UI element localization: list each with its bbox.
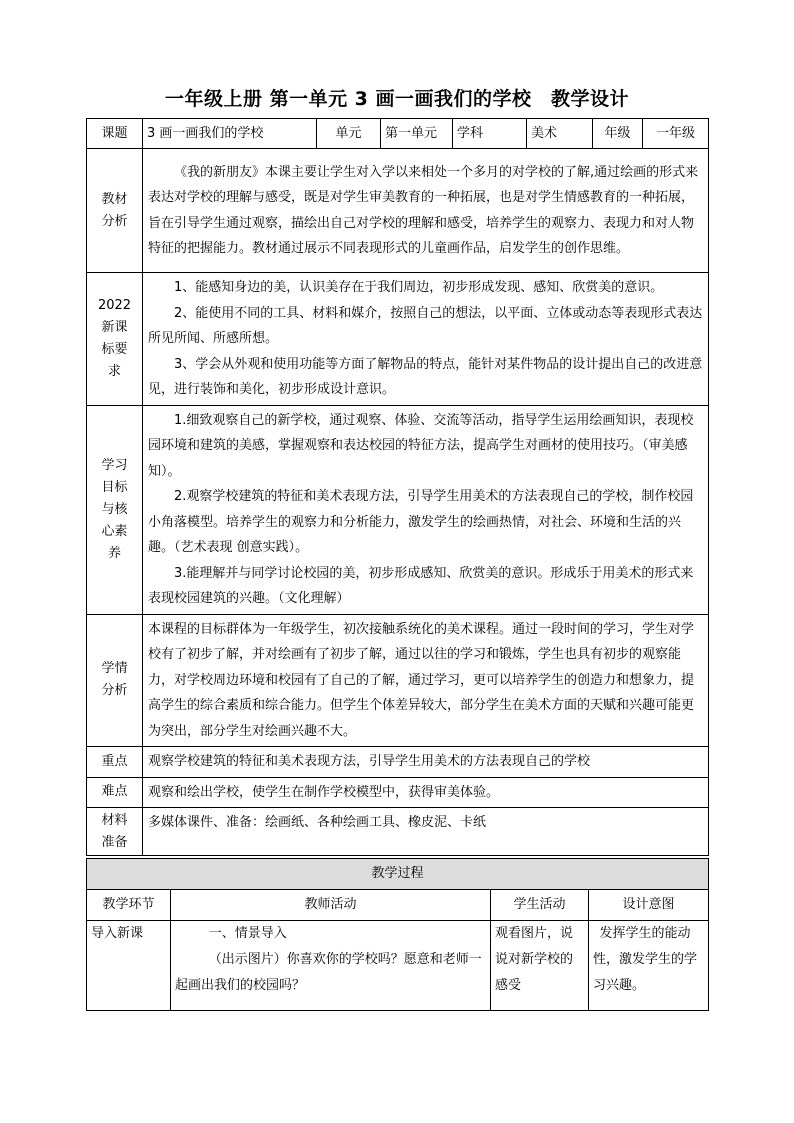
standard-label: 2022 新课 标要 求	[87, 273, 143, 406]
teaching-process-table	[86, 858, 709, 1011]
materials-text: 多媒体课件、准备：绘画纸、各种绘画工具、橡皮泥、卡纸	[143, 808, 709, 856]
objective-item-1: 1.细致观察自己的新学校，通过观察、体验、交流等活动，指导学生运用绘画知识，表现校园环境和建筑的美感，掌握观察和表达校园的特征方法，提高学生对画材的使用技巧。（审美感知）。	[148, 412, 694, 479]
col-stage: 教学环节	[87, 890, 171, 921]
difficult-text: 观察和绘出学校，使学生在制作学校模型中，获得审美体验。	[143, 777, 709, 808]
standard-item-1: 1、能感知身边的美，认识美存在于我们周边，初步形成发现、感知、欣赏美的意识。	[174, 280, 664, 295]
learners-label: 学情 分析	[87, 614, 143, 747]
topic-value: 3 画一画我们的学校	[143, 119, 317, 149]
teacher-cell	[171, 921, 491, 1011]
key-text: 观察学校建筑的特征和美术表现方法，引导学生用美术的方法表现自己的学校	[143, 747, 709, 778]
difficult-label: 难点	[87, 777, 143, 808]
lesson-info-table	[86, 118, 709, 856]
objective-item-3: 3.能理解并与同学讨论校园的美，初步形成感知、欣赏美的意识。形成乐于用美术的形式来表现校园建筑的兴趣。（文化理解）	[148, 565, 694, 606]
standard-item-3: 3、学会从外观和使用功能等方面了解物品的特点，能针对某件物品的设计提出自己的改进意见，进行装饰和美化，初步形成设计意识。	[148, 356, 703, 397]
col-intent: 设计意图	[589, 890, 709, 921]
material-row	[87, 149, 709, 273]
label-grade: 年级	[593, 119, 643, 149]
learners-text: 本课程的目标群体为一年级学生，初次接触系统化的美术课程。通过一段时间的学习，学生对学校有了初步了解，并对绘画有了初步了解，通过以往的学习和锻炼，学生也具有初步的观察能力，对学校周边环境和校园有了自己的了解，通过学习，更可以培养学生的创造力和想象力，提高学生的综合素质和综合能力。但学生个体差异较大，部分学生在美术方面的天赋和兴趣可能更为突出，部分学生对绘画兴趣不大。	[143, 614, 709, 747]
key-row	[87, 747, 709, 778]
unit-value: 第一单元	[381, 119, 453, 149]
subject-value: 美术	[527, 119, 593, 149]
table-row	[87, 921, 709, 1011]
document-title: 一年级上册 第一单元 3 画一画我们的学校 教学设计	[164, 88, 630, 110]
difficult-row	[87, 777, 709, 808]
grade-value: 一年级	[643, 119, 709, 149]
materials-label: 材料 准备	[87, 808, 143, 856]
process-title: 教学过程	[87, 859, 709, 890]
objectives-row	[87, 405, 709, 614]
col-teacher: 教师活动	[171, 890, 491, 921]
process-title-row	[87, 859, 709, 890]
header-row	[87, 119, 709, 149]
standard-row	[87, 273, 709, 406]
learners-row	[87, 614, 709, 747]
materials-row	[87, 808, 709, 856]
label-unit: 单元	[317, 119, 381, 149]
teacher-text: （出示图片）你喜欢你的学校吗？愿意和老师一起画出我们的校园吗？	[175, 952, 482, 993]
objective-item-2: 2.观察学校建筑的特征和美术表现方法，引导学生用美术的方法表现自己的学校，制作校园小角落模型。培养学生的观察力和分析能力，激发学生的绘画热情，对社会、环境和生活的兴趣。（艺术表现 创意实践）。	[148, 489, 694, 555]
stage-cell: 导入新课	[87, 921, 171, 1011]
material-label: 教材 分析	[87, 149, 143, 273]
standard-text	[143, 273, 709, 406]
intent-cell: 发挥学生的能动性，激发学生的学习兴趣。	[589, 921, 709, 1011]
col-student: 学生活动	[491, 890, 589, 921]
process-column-headers	[87, 890, 709, 921]
label-subject: 学科	[453, 119, 527, 149]
student-cell: 观看图片，说说对新学校的感受	[491, 921, 589, 1011]
standard-item-2: 2、能使用不同的工具、材料和媒介，按照自己的想法，以平面、立体或动态等表现形式表达所见所闻、所感所想。	[148, 305, 703, 346]
material-text: 《我的新朋友》本课主要让学生对入学以来相处一个多月的对学校的了解,通过绘画的形式来表达对学校的理解与感受，既是对学生审美教育的一种拓展，也是对学生情感教育的一种拓展，旨在引导学生通过观察，描绘出自己对学校的理解和感受，培养学生的观察力、表现力和对人物特征的把握能力。教材通过展示不同表现形式的儿童画作品，启发学生的创作思维。	[143, 149, 709, 273]
objectives-text	[143, 405, 709, 614]
label-topic: 课题	[87, 119, 143, 149]
key-label: 重点	[87, 747, 143, 778]
teacher-heading: 一、情景导入	[208, 926, 287, 941]
objectives-label: 学习 目标 与核 心素 养	[87, 405, 143, 614]
